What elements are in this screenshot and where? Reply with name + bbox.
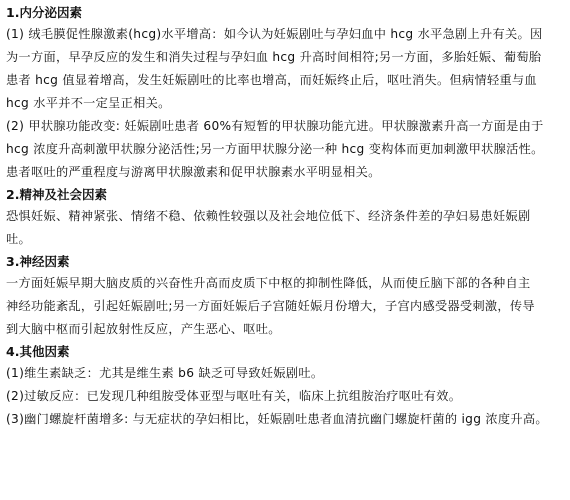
text-line: (2) 甲状腺功能改变: 妊娠剧吐患者 60%有短暂的甲状腺功能亢进。甲状腺激素升高一方面是由于	[6, 119, 544, 133]
text-line: 患者呕吐的严重程度与游离甲状腺激素和促甲状腺素水平明显相关。	[6, 165, 381, 179]
section-heading: 2.精神及社会因素	[6, 187, 107, 202]
text-line: (3)幽门螺旋杆菌增多: 与无症状的孕妇相比，妊娠剧吐患者血清抗幽门螺旋杆菌的 igg 浓度升高。	[6, 412, 548, 426]
text-line: (1)维生素缺乏：尤其是维生素 b6 缺乏可导致妊娠剧吐。	[6, 366, 324, 380]
section-heading: 1.内分泌因素	[6, 5, 82, 20]
paragraph-hcg	[6, 23, 566, 115]
section-psychosocial	[6, 184, 566, 251]
text-line: 恐惧妊娠、精神紧张、情绪不稳、依赖性较强以及社会地位低下、经济条件差的孕妇易患妊娠剧	[6, 209, 531, 223]
paragraph-neural	[6, 272, 566, 341]
section-heading: 4.其他因素	[6, 344, 70, 359]
text-line: 为一方面，早孕反应的发生和消失过程与孕妇血 hcg 升高时间相符;另一方面，多胎妊娠、葡萄胎	[6, 50, 542, 64]
text-line: hcg 水平并不一定呈正相关。	[6, 96, 171, 110]
paragraph-vitamin	[6, 362, 566, 385]
text-line: 到大脑中枢而引起放射性反应，产生恶心、呕吐。	[6, 322, 281, 336]
section-heading: 3.神经因素	[6, 254, 70, 269]
text-line: 神经功能紊乱，引起妊娠剧吐;另一方面妊娠后子宫随妊娠月份增大，子宫内感受器受刺激，传导	[6, 299, 535, 313]
paragraph-thyroid	[6, 115, 566, 184]
text-line: (1) 绒毛膜促性腺激素(hcg)水平增高：如今认为妊娠剧吐与孕妇血中 hcg 水平急剧上升有关。因	[6, 27, 543, 41]
text-line: 患者 hcg 值显着增高，发生妊娠剧吐的比率也增高，而妊娠终止后，呕吐消失。但病情轻重与血	[6, 73, 537, 87]
text-line: (2)过敏反应：已发现几种组胺受体亚型与呕吐有关，临床上抗组胺治疗呕吐有效。	[6, 389, 462, 403]
paragraph-allergy	[6, 385, 566, 408]
section-endocrine	[6, 2, 566, 184]
paragraph-helicobacter	[6, 408, 566, 431]
text-line: 吐。	[6, 232, 31, 246]
paragraph-psychosocial	[6, 205, 566, 251]
section-neural	[6, 251, 566, 341]
section-other	[6, 341, 566, 431]
text-line: hcg 浓度升高刺激甲状腺分泌活性;另一方面甲状腺分泌一种 hcg 变构体而更加刺激甲状腺活性。	[6, 142, 544, 156]
text-line: 一方面妊娠早期大脑皮质的兴奋性升高而皮质下中枢的抑制性降低，从而使丘脑下部的各种自主	[6, 276, 531, 290]
